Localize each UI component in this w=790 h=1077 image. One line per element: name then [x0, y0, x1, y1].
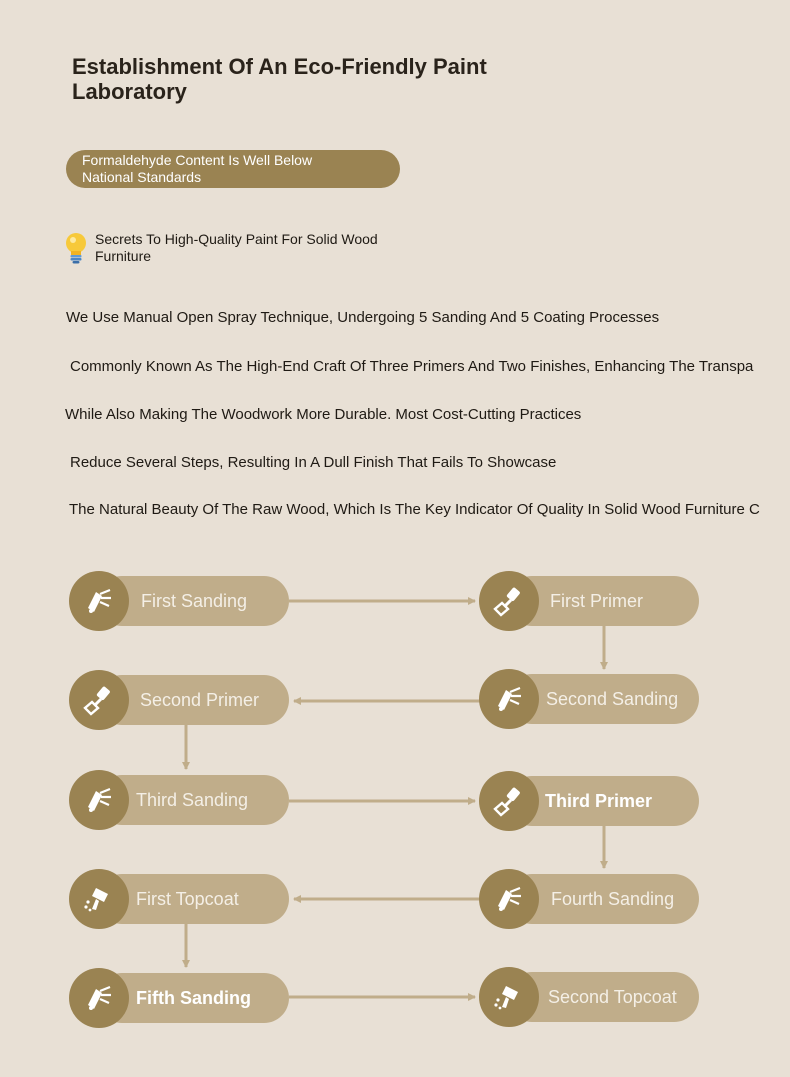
step-label: Third Primer	[545, 791, 653, 811]
step-label: Fifth Sanding	[136, 988, 251, 1008]
sanding-icon	[479, 669, 539, 729]
paintbrush-icon	[69, 670, 129, 730]
standards-badge-text: Formaldehyde Content Is Well Below National Standards	[82, 152, 313, 185]
body-line: The Natural Beauty Of The Raw Wood, Which Is The Key Indicator Of Quality In Solid Wood Furniture C	[69, 501, 760, 518]
body-line: Commonly Known As The High-End Craft Of Three Primers And Two Finishes, Enhancing The Transpa	[70, 358, 754, 375]
spray-gun-icon	[479, 967, 539, 1027]
sanding-icon	[479, 869, 539, 929]
sanding-icon	[69, 968, 129, 1028]
paintbrush-icon	[479, 571, 539, 631]
step-label: Second Sanding	[546, 689, 679, 709]
sanding-icon	[69, 770, 129, 830]
secret-title: Secrets To High-Quality Paint For Solid Wood Furniture	[95, 231, 378, 264]
step-label: Fourth Sanding	[551, 889, 675, 909]
step-label: Second Primer	[140, 690, 260, 710]
step-label: First Topcoat	[136, 889, 239, 909]
body-line: Reduce Several Steps, Resulting In A Dull Finish That Fails To Showcase	[70, 454, 557, 471]
body-line: We Use Manual Open Spray Technique, Undergoing 5 Sanding And 5 Coating Processes	[66, 309, 660, 326]
paintbrush-icon	[479, 771, 539, 831]
spray-gun-icon	[69, 869, 129, 929]
body-line: While Also Making The Woodwork More Durable. Most Cost-Cutting Practices	[65, 406, 582, 423]
sanding-icon	[69, 571, 129, 631]
page-title: Establishment Of An Eco-Friendly Paint Laboratory	[72, 54, 487, 104]
step-label: Third Sanding	[136, 790, 249, 810]
step-label: First Primer	[550, 591, 643, 611]
step-label: First Sanding	[141, 591, 248, 611]
step-label: Second Topcoat	[548, 987, 677, 1007]
